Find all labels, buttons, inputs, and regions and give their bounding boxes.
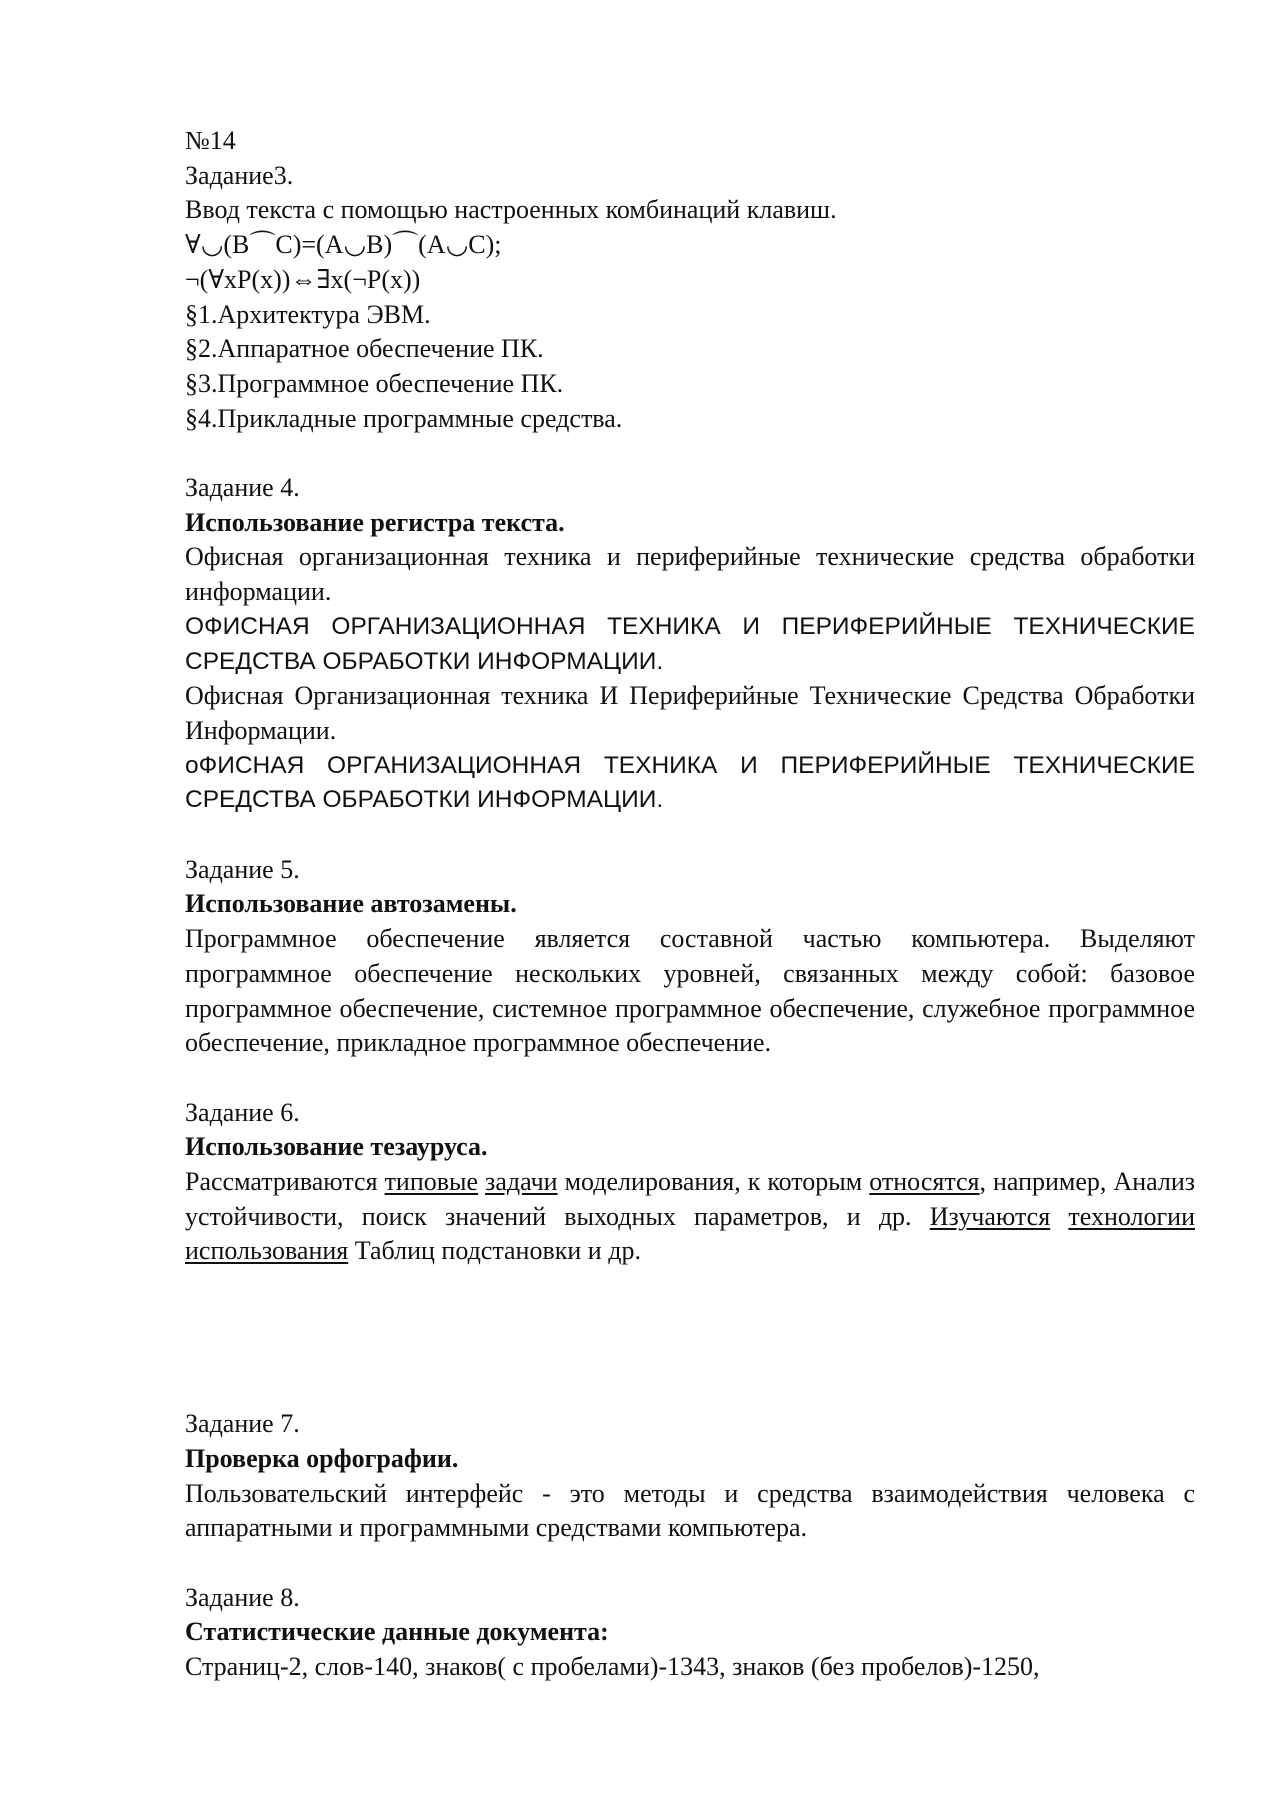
task4-paragraph-title-case: Офисная Организационная техника И Периферийные Технические Средства Обработки Информации.	[185, 681, 1195, 745]
task6-subtitle: Использование тезауруса.	[185, 1132, 488, 1162]
task7-paragraph: Пользовательский интерфейс - это методы и средства взаимодействия человека с аппаратными и программными средствами компьютера.	[185, 1478, 1195, 1543]
thesaurus-word: Изучаются	[929, 1201, 1051, 1231]
task4-heading: Задание 4.	[185, 473, 300, 503]
spacer	[185, 1061, 1195, 1096]
task6-paragraph	[185, 1165, 1195, 1269]
task3-item: §3.Программное обеспечение ПК.	[185, 368, 564, 398]
task6-word: Рассматриваются	[185, 1167, 378, 1197]
task3-item: §4.Прикладные программные средства.	[185, 403, 623, 433]
thesaurus-word: относятся	[869, 1167, 980, 1197]
task8-stats: Страниц-2, слов-140, знаков( с пробелами)-1343, знаков (без пробелов)-1250,	[185, 1652, 1040, 1682]
spacer	[185, 818, 1195, 853]
spacer	[185, 436, 1195, 471]
task8-subtitle: Статистические данные документа:	[185, 1617, 609, 1647]
task4-paragraph-uppercase: ОФИСНАЯ ОРГАНИЗАЦИОННАЯ ТЕХНИКА И ПЕРИФЕРИЙНЫЕ ТЕХНИЧЕСКИЕ СРЕДСТВА ОБРАБОТКИ ИНФОРМАЦИИ.	[185, 612, 1195, 675]
task5-subtitle: Использование автозамены.	[185, 889, 517, 919]
task4-paragraph-toggle-case: оФИСНАЯ ОРГАНИЗАЦИОННАЯ ТЕХНИКА И ПЕРИФЕРИЙНЫЕ ТЕХНИЧЕСКИЕ СРЕДСТВА ОБРАБОТКИ ИНФОРМАЦИИ.	[185, 751, 1195, 814]
task7-heading: Задание 7.	[185, 1409, 300, 1439]
task3-item: §1.Архитектура ЭВМ.	[185, 299, 431, 329]
thesaurus-word: технологии	[1068, 1201, 1195, 1231]
thesaurus-word: типовые	[384, 1167, 479, 1197]
task6-word: моделирования, к которым	[564, 1167, 863, 1197]
task3-subtitle: Ввод текста с помощью настроенных комбинаций клавиш.	[185, 195, 837, 225]
task6-heading: Задание 6.	[185, 1097, 300, 1127]
task5-heading: Задание 5.	[185, 854, 300, 884]
task4-paragraph-sentence-case: Офисная организационная техника и периферийные технические средства обработки информации.	[185, 542, 1195, 607]
task7-subtitle: Проверка орфографии.	[185, 1443, 459, 1473]
task3-heading: Задание3.	[185, 160, 294, 190]
task5-paragraph: Программное обеспечение является составной частью компьютера. Выделяют программное обеспечение нескольких уровней, связанных между собой: базовое программное обеспечение, системное программное обеспечение, служебное программное обеспечение, прикладное программное обеспечение.	[185, 924, 1195, 1058]
thesaurus-word: задачи	[485, 1167, 558, 1197]
doc-number: №14	[185, 126, 236, 155]
task8-heading: Задание 8.	[185, 1582, 300, 1612]
spacer	[185, 1546, 1195, 1581]
task3-formula-2: ¬(∀xP(x))⇔∃x(¬P(x))	[185, 264, 421, 294]
document-page	[185, 124, 1195, 1685]
thesaurus-word: использования	[185, 1236, 349, 1266]
task6-word: Таблиц подстановки и др.	[354, 1236, 641, 1266]
task3-formula-1: ∀◡(B⌒C)=(A◡B)⌒(A◡C);	[185, 230, 502, 260]
task6-word: , например, Анализ устойчивости, поиск значений выходных параметров, и др.	[185, 1167, 1196, 1231]
task3-item: §2.Аппаратное обеспечение ПК.	[185, 334, 544, 364]
spacer	[185, 1269, 1195, 1407]
task4-subtitle: Использование регистра текста.	[185, 507, 565, 537]
